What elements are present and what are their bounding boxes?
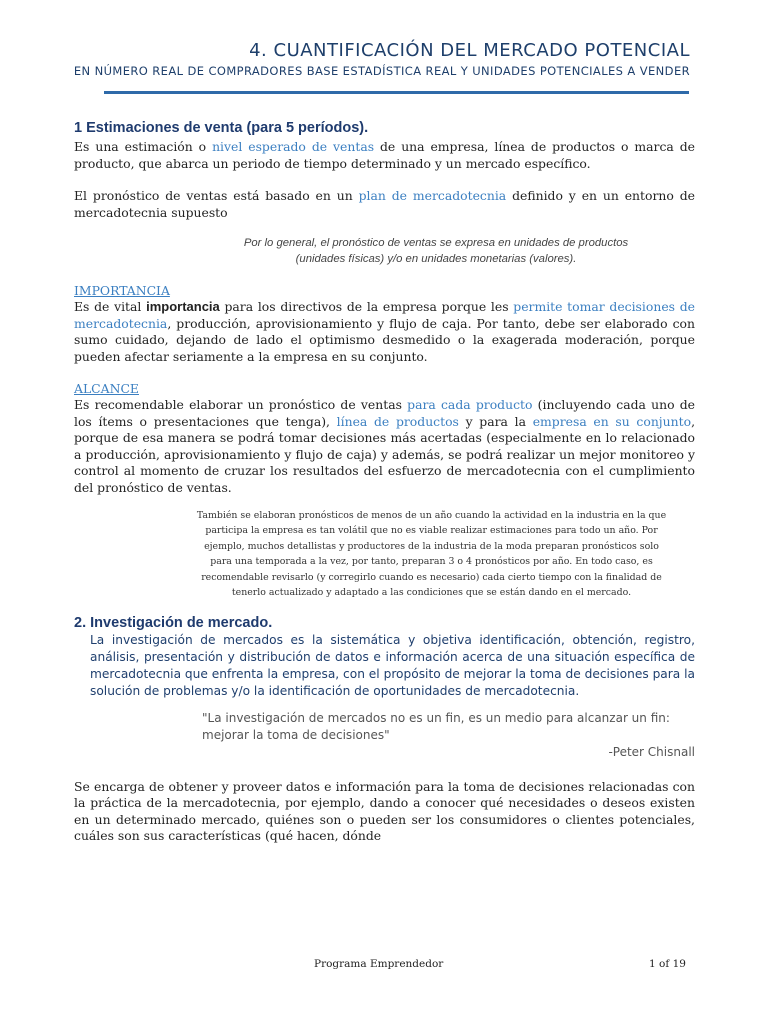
paragraph-alcance: Es recomendable elaborar un pronóstico de ventas para cada producto (incluyendo cada uno de los ítems o presentaciones que tenga), línea de productos y para la empresa en su conjunto, porque de esa manera se podrá tomar decisiones más acertadas (especialmente en lo relacionado a producción, aprovisionamiento y flujo de caja) y además, se podrá realizar un mejor monitoreo y control al momento de cruzar los resultados del esfuerzo de mercadotecnia con el cumplimiento del pronóstico de ventas. [74,397,696,495]
paragraph-investigacion: Se encarga de obtener y proveer datos e información para la toma de decisiones relacionadas con la práctica de la mercadotecnia, por ejemplo, dando a conocer qué necesidades o deseos existen en un determinado mercado, quiénes son o pueden ser los consumidores o clientes potenciales, cuáles son sus características (qué hacen, dónde [74,778,695,843]
paragraph-pronostico: El pronóstico de ventas está basado en un plan de mercadotecnia definido y en un entorno de mercadotecnia supuesto [74,188,695,220]
link-importancia[interactable]: IMPORTANCIA [74,283,170,299]
page-title: 4. CUANTIFICACIÓN DEL MERCADO POTENCIAL [249,40,690,61]
importancia-heading [74,283,695,299]
quote-author: -Peter Chisnall [608,745,695,760]
note-unidades: Por lo general, el pronóstico de ventas se expresa en unidades de productos (unidades físicas) y/o en unidades monetarias (valores). [243,237,629,266]
section-heading-estimaciones: 1 Estimaciones de venta (para 5 períodos). [74,120,369,136]
link-plan-mercadotecnia[interactable]: plan de mercadotecnia [358,188,507,204]
paragraph-estimacion: Es una estimación o nivel esperado de ventas de una empresa, línea de productos o marca de producto, que abarca un periodo de tiempo determinado y un mercado específico. [74,139,695,171]
link-empresa-conjunto[interactable]: empresa en su conjunto [532,413,692,429]
page-subtitle: EN NÚMERO REAL DE COMPRADORES BASE ESTADÍSTICA REAL Y UNIDADES POTENCIALES A VENDER [73,64,690,78]
link-alcance[interactable]: ALCANCE [74,381,139,397]
footer-program: Programa Emprendedor [314,958,444,970]
link-cada-producto[interactable]: para cada producto [407,397,533,413]
link-decisiones[interactable]: permite tomar decisiones de mercadotecnia [74,299,695,331]
quote-chisnall: "La investigación de mercados no es un fin, es un medio para alcanzar un fin: mejorar la toma de decisiones" [202,711,670,743]
link-linea-productos[interactable]: línea de productos [336,413,459,429]
link-nivel-esperado[interactable]: nivel esperado de ventas [212,139,375,155]
paragraph-importancia: Es de vital importancia para los directivos de la empresa porque les permite tomar decisiones de mercadotecnia, producción, aprovisionamiento y flujo de caja. Por tanto, debe ser elaborado con sumo cuidado, dejando de lado el optimismo desmedido o la exagerada moderación, porque pueden afectar seriamente a la empresa en su conjunto. [74,299,695,364]
section-heading-investigacion: 2. Investigación de mercado. [74,614,273,631]
alcance-heading [74,381,695,397]
header-divider [104,91,689,94]
note-temporada: También se elaboran pronósticos de menos de un año cuando la actividad en la industria en la que participa la empresa es tan volátil que no es viable realizar estimaciones para todo un año. Por ejemplo, muchos detallistas y productores de la industria de la moda preparan pronósticos solo para una temporada a la vez, por tanto, preparan 3 o 4 pronósticos por año. En todo caso, es recomendable revisarlo (y corregirlo cuando es necesario) cada cierto tiempo con la finalidad de tenerlo actualizado y adaptado a las condiciones que se están dando en el mercado. [196,509,667,599]
footer-page-number: 1 of 19 [649,958,686,970]
document-body [74,120,695,844]
definition-investigacion: La investigación de mercados es la sistemática y objetiva identificación, obtención, registro, análisis, presentación y distribución de datos e información acerca de una situación específica de mercadotecnia que enfrenta la empresa, con el propósito de mejorar la toma de decisiones para la solución de problemas y/o la identificación de oportunidades de mercadotecnia. [90,633,695,699]
